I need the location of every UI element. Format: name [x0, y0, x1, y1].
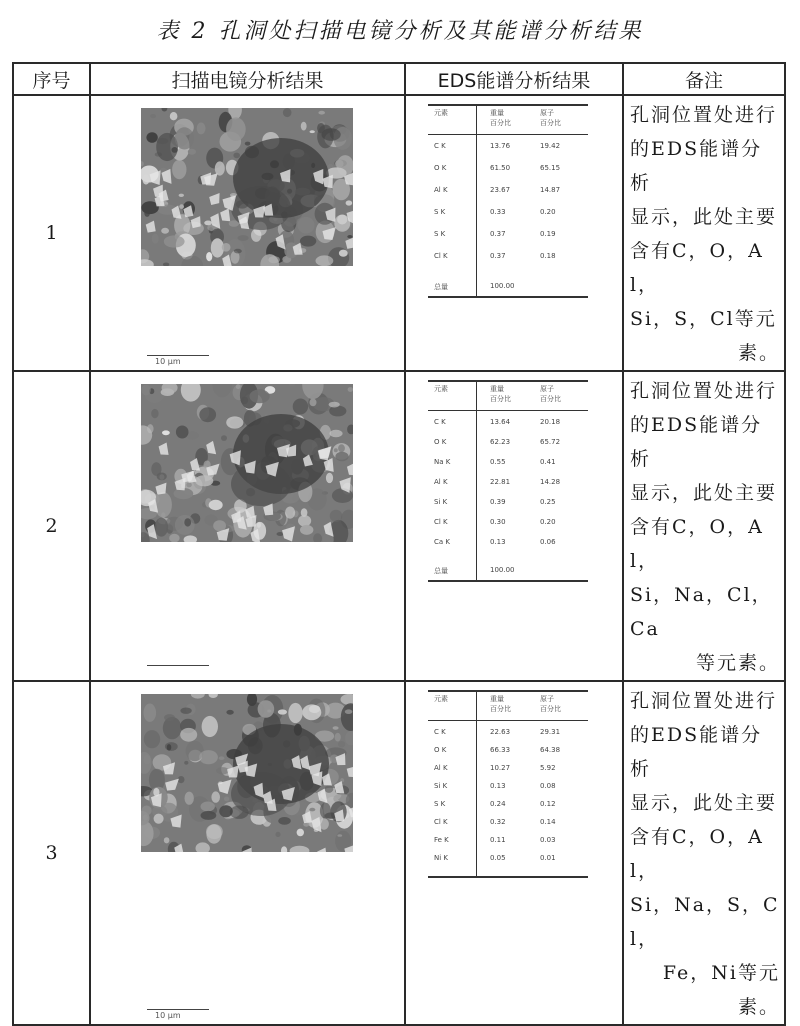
table-row — [13, 95, 785, 371]
eds-col-header: 重量 百分比 — [490, 695, 511, 713]
eds-table — [428, 380, 588, 582]
table-caption: 表 2 孔洞处扫描电镜分析及其能谱分析结果 — [156, 19, 644, 44]
eds-atomic-pct: 0.08 — [540, 782, 556, 790]
eds-table — [428, 690, 588, 878]
eds-weight-pct: 0.05 — [490, 854, 506, 862]
eds-atomic-pct: 0.14 — [540, 818, 556, 826]
eds-rule-top — [428, 380, 588, 382]
eds-rule-bottom — [428, 580, 588, 582]
eds-element: Cl K — [434, 818, 448, 826]
eds-weight-pct: 0.39 — [490, 498, 506, 506]
row-seq: 3 — [13, 681, 90, 1025]
note-cell — [623, 681, 785, 1025]
eds-cell — [405, 95, 623, 371]
note-line: 孔洞位置处进行 — [630, 380, 778, 402]
eds-atomic-pct: 0.03 — [540, 836, 556, 844]
eds-rule-vertical — [476, 690, 477, 878]
eds-element: S K — [434, 208, 446, 216]
eds-atomic-pct: 0.06 — [540, 538, 556, 546]
eds-rule-bottom — [428, 876, 588, 878]
eds-weight-pct: 0.37 — [490, 230, 506, 238]
eds-element: Al K — [434, 478, 448, 486]
note-line: Fe，Ni等元素。 — [662, 962, 780, 1018]
eds-rule-header — [428, 720, 588, 721]
eds-weight-pct: 62.23 — [490, 438, 511, 446]
note-line: 的EDS能谱分析 — [630, 724, 763, 780]
sem-texture — [141, 108, 353, 266]
eds-weight-pct: 22.81 — [490, 478, 511, 486]
eds-rule-vertical — [476, 104, 477, 298]
sem-texture — [141, 384, 353, 542]
eds-element: C K — [434, 418, 446, 426]
eds-atomic-pct: 20.18 — [540, 418, 561, 426]
eds-atomic-pct: 0.01 — [540, 854, 556, 862]
eds-table — [428, 104, 588, 298]
scale-bar — [147, 1001, 209, 1010]
header-note: 备注 — [623, 63, 785, 95]
eds-atomic-pct: 5.92 — [540, 764, 556, 772]
eds-atomic-pct: 0.25 — [540, 498, 556, 506]
eds-col-header: 元素 — [434, 385, 448, 393]
eds-element: O K — [434, 438, 447, 446]
eds-rule-header — [428, 410, 588, 411]
note-line: 的EDS能谱分析 — [630, 414, 763, 470]
note-line: 显示，此处主要 — [630, 206, 778, 228]
note-line: 显示，此处主要 — [630, 482, 778, 504]
eds-element: O K — [434, 164, 447, 172]
eds-total-label: 总量 — [434, 567, 448, 575]
table-row — [13, 681, 785, 1025]
scale-label: 10 μm — [155, 1011, 181, 1020]
eds-element: Cl K — [434, 518, 448, 526]
eds-atomic-pct: 64.38 — [540, 746, 561, 754]
sem-micrograph — [141, 694, 353, 852]
note-line: 显示，此处主要 — [630, 792, 778, 814]
note-line: 含有C，O，Al， — [630, 826, 764, 882]
eds-weight-pct: 0.55 — [490, 458, 506, 466]
eds-element: Si K — [434, 498, 448, 506]
eds-weight-pct: 22.63 — [490, 728, 511, 736]
sem-micrograph — [141, 384, 353, 542]
eds-weight-pct: 0.11 — [490, 836, 506, 844]
note-cell — [623, 371, 785, 681]
eds-weight-pct: 0.37 — [490, 252, 506, 260]
eds-weight-pct: 0.32 — [490, 818, 506, 826]
eds-atomic-pct: 19.42 — [540, 142, 561, 150]
eds-atomic-pct: 0.20 — [540, 208, 556, 216]
note-line: 含有C，O，Al， — [630, 240, 764, 296]
eds-weight-pct: 0.13 — [490, 538, 506, 546]
eds-weight-pct: 66.33 — [490, 746, 511, 754]
eds-rule-top — [428, 690, 588, 692]
eds-atomic-pct: 14.87 — [540, 186, 561, 194]
sem-cell — [90, 371, 405, 681]
eds-weight-pct: 23.67 — [490, 186, 511, 194]
eds-weight-pct: 13.64 — [490, 418, 511, 426]
eds-weight-pct: 0.33 — [490, 208, 506, 216]
eds-atomic-pct: 29.31 — [540, 728, 561, 736]
eds-atomic-pct: 0.12 — [540, 800, 556, 808]
eds-total-value: 100.00 — [490, 282, 515, 290]
eds-weight-pct: 0.13 — [490, 782, 506, 790]
header-eds: EDS能谱分析结果 — [405, 63, 623, 95]
eds-element: Ca K — [434, 538, 450, 546]
eds-element: Si K — [434, 782, 448, 790]
eds-element: Fe K — [434, 836, 449, 844]
eds-element: Cl K — [434, 252, 448, 260]
eds-total-label: 总量 — [434, 283, 448, 291]
eds-weight-pct: 13.76 — [490, 142, 511, 150]
eds-element: S K — [434, 230, 446, 238]
eds-cell — [405, 681, 623, 1025]
eds-element: S K — [434, 800, 446, 808]
note-line: 孔洞位置处进行 — [630, 104, 778, 126]
table-row — [13, 371, 785, 681]
eds-rule-bottom — [428, 296, 588, 298]
eds-col-header: 重量 百分比 — [490, 109, 511, 127]
eds-col-header: 原子 百分比 — [540, 385, 561, 403]
eds-total-value: 100.00 — [490, 566, 515, 574]
sem-micrograph — [141, 108, 353, 266]
eds-element: Al K — [434, 186, 448, 194]
scale-label: 10 μm — [155, 357, 181, 366]
eds-atomic-pct: 0.19 — [540, 230, 556, 238]
note-line: Si，Na，Cl，Ca — [630, 584, 773, 640]
eds-element: C K — [434, 142, 446, 150]
eds-weight-pct: 0.30 — [490, 518, 506, 526]
eds-rule-vertical — [476, 380, 477, 582]
note-line: Si，S，Cl等元 — [630, 308, 777, 330]
eds-atomic-pct: 0.20 — [540, 518, 556, 526]
eds-element: O K — [434, 746, 447, 754]
eds-element: Al K — [434, 764, 448, 772]
note-line: 素。 — [737, 342, 780, 364]
eds-atomic-pct: 65.15 — [540, 164, 561, 172]
eds-atomic-pct: 14.28 — [540, 478, 561, 486]
scale-bar — [147, 347, 209, 356]
header-sem: 扫描电镜分析结果 — [90, 63, 405, 95]
eds-atomic-pct: 0.41 — [540, 458, 556, 466]
note-line: 孔洞位置处进行 — [630, 690, 778, 712]
eds-col-header: 元素 — [434, 695, 448, 703]
sem-cell — [90, 95, 405, 371]
eds-col-header: 原子 百分比 — [540, 695, 561, 713]
eds-weight-pct: 61.50 — [490, 164, 511, 172]
header-seq: 序号 — [13, 63, 90, 95]
eds-cell — [405, 371, 623, 681]
eds-col-header: 原子 百分比 — [540, 109, 561, 127]
note-cell — [623, 95, 785, 371]
scale-bar — [147, 657, 209, 666]
eds-atomic-pct: 65.72 — [540, 438, 561, 446]
results-table — [12, 62, 786, 1026]
eds-rule-top — [428, 104, 588, 106]
eds-col-header: 重量 百分比 — [490, 385, 511, 403]
note-line: 的EDS能谱分析 — [630, 138, 763, 194]
eds-element: Ni K — [434, 854, 448, 862]
eds-rule-header — [428, 134, 588, 135]
sem-cell — [90, 681, 405, 1025]
note-line: 等元素。 — [695, 652, 780, 674]
row-seq: 2 — [13, 371, 90, 681]
eds-col-header: 元素 — [434, 109, 448, 117]
eds-element: Na K — [434, 458, 451, 466]
eds-weight-pct: 10.27 — [490, 764, 511, 772]
eds-element: C K — [434, 728, 446, 736]
eds-atomic-pct: 0.18 — [540, 252, 556, 260]
eds-weight-pct: 0.24 — [490, 800, 506, 808]
header-row — [13, 63, 785, 95]
note-line: 含有C，O，Al， — [630, 516, 764, 572]
row-seq: 1 — [13, 95, 90, 371]
note-line: Si，Na，S，Cl， — [630, 894, 780, 950]
sem-texture — [141, 694, 353, 852]
